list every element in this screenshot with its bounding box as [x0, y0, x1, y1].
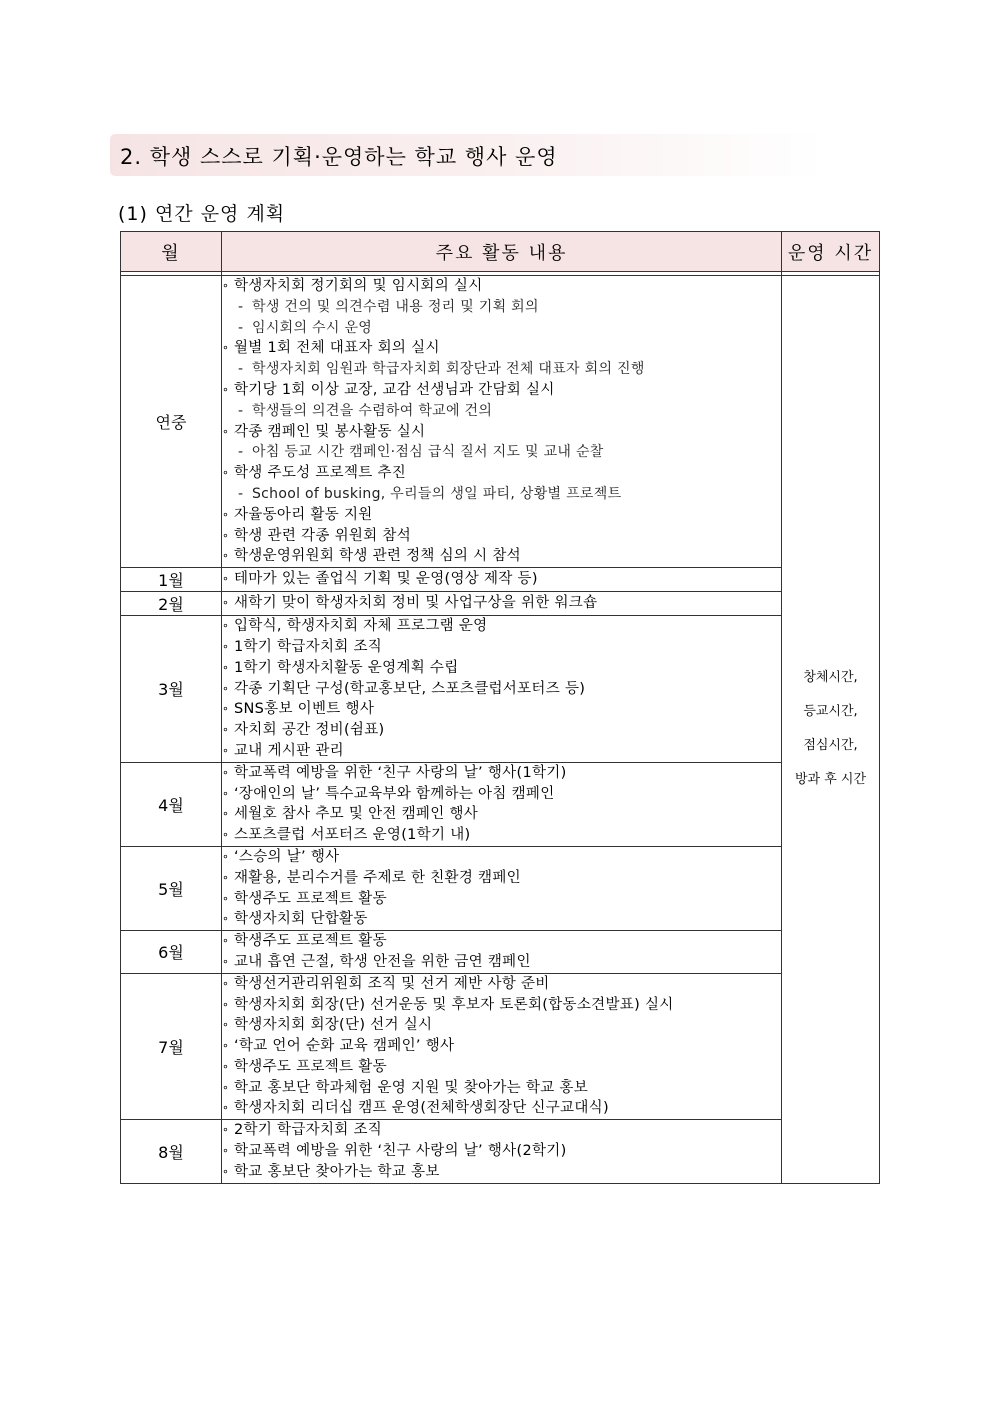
- bullet-icon: ∘: [222, 1080, 230, 1094]
- activity-text: 1학기 학급자치회 조직: [234, 638, 383, 655]
- activity-detail: [222, 401, 781, 422]
- activity-item: [222, 995, 781, 1016]
- bullet-icon: ∘: [222, 382, 230, 396]
- dash-marker: -: [238, 361, 244, 378]
- activity-text: 임시회의 수시 운영: [252, 319, 373, 336]
- activity-text: 세월호 참사 추모 및 안전 캠페인 행사: [234, 806, 479, 823]
- month-cell: 5월: [121, 846, 222, 930]
- activity-text: 재활용, 분리수거를 주제로 한 친환경 캠페인: [234, 869, 521, 886]
- activity-text: 학생 관련 각종 위원회 참석: [234, 527, 412, 544]
- month-cell: 6월: [121, 931, 222, 974]
- bullet-icon: ∘: [222, 1039, 230, 1053]
- activity-text: 학교폭력 예방을 위한 ‘친구 사랑의 날’ 행사(2학기): [234, 1143, 567, 1160]
- activity-item: [222, 784, 781, 805]
- activity-item: [222, 593, 781, 614]
- table-row: [121, 973, 880, 1120]
- activity-cell: [222, 846, 782, 930]
- bullet-icon: ∘: [222, 660, 230, 674]
- activity-text: 교내 흡연 근절, 학생 안전을 위한 금연 캠페인: [234, 953, 531, 970]
- header-month: 월: [121, 232, 222, 272]
- activity-text: 학생선거관리위원회 조직 및 선거 제반 사항 준비: [234, 975, 550, 992]
- bullet-icon: ∘: [222, 934, 230, 948]
- bullet-icon: ∘: [222, 765, 230, 779]
- activity-text: 아침 등교 시간 캠페인·점심 급식 질서 지도 및 교내 순찰: [252, 444, 604, 461]
- dash-marker: -: [238, 444, 244, 461]
- activity-text: 학생자치회 임원과 학급자치회 회장단과 전체 대표자 회의 진행: [252, 361, 645, 378]
- activity-cell: [222, 276, 782, 568]
- activity-text: 학생주도 프로젝트 활동: [234, 1058, 387, 1075]
- activity-text: 각종 캠페인 및 봉사활동 실시: [234, 423, 426, 440]
- section-heading: [110, 134, 825, 176]
- activity-item: [222, 825, 781, 846]
- bullet-icon: ∘: [222, 997, 230, 1011]
- bullet-icon: ∘: [222, 528, 230, 542]
- operating-time-text: 등교시간,: [803, 704, 858, 720]
- activity-text: SNS홍보 이벤트 행사: [234, 701, 375, 718]
- activity-item: [222, 804, 781, 825]
- activity-text: 학생자치회 리더십 캠프 운영(전체학생회장단 신구교대식): [234, 1100, 609, 1117]
- operating-time-text: 방과 후 시간: [794, 772, 867, 788]
- activity-item: [222, 1162, 781, 1183]
- activity-text: 학생주도 프로젝트 활동: [234, 890, 387, 907]
- activity-text: 학생자치회 단합활동: [234, 911, 368, 928]
- month-cell: 2월: [121, 592, 222, 616]
- activity-cell: [222, 616, 782, 763]
- activity-text: 학교폭력 예방을 위한 ‘친구 사랑의 날’ 행사(1학기): [234, 764, 567, 781]
- table-row: [121, 616, 880, 763]
- activity-text: 학교 홍보단 찾아가는 학교 홍보: [234, 1163, 440, 1180]
- bullet-icon: ∘: [222, 891, 230, 905]
- activity-item: [222, 546, 781, 567]
- activity-text: 학생자치회 회장(단) 선거운동 및 후보자 토론회(합동소견발표) 실시: [234, 996, 674, 1013]
- bullet-icon: ∘: [222, 681, 230, 695]
- activity-item: [222, 1141, 781, 1162]
- table-row: [121, 931, 880, 974]
- dash-marker: -: [238, 402, 244, 419]
- activity-item: [222, 1078, 781, 1099]
- header-time: 운영 시간: [782, 232, 880, 272]
- activity-item: [222, 909, 781, 930]
- activity-item: [222, 616, 781, 637]
- bullet-icon: ∘: [222, 507, 230, 521]
- activity-text: 학기당 1회 이상 교장, 교감 선생님과 간담회 실시: [234, 381, 555, 398]
- activity-detail: [222, 359, 781, 380]
- operating-time-text: 창체시간,: [803, 670, 858, 686]
- bullet-icon: ∘: [222, 1018, 230, 1032]
- activity-item: [222, 569, 781, 590]
- month-cell: 7월: [121, 973, 222, 1120]
- activity-cell: [222, 931, 782, 974]
- dash-marker: -: [238, 485, 244, 502]
- activity-cell: [222, 762, 782, 846]
- activity-item: [222, 505, 781, 526]
- table-row: [121, 276, 880, 568]
- bullet-icon: ∘: [222, 1101, 230, 1115]
- activity-text: 학생자치회 회장(단) 선거 실시: [234, 1017, 433, 1034]
- activity-text: 학생들의 의견을 수렴하여 학교에 건의: [252, 402, 493, 419]
- activity-cell: [222, 568, 782, 592]
- activity-text: 학생 주도성 프로젝트 추진: [234, 465, 407, 482]
- activity-text: 학생 건의 및 의견수렴 내용 정리 및 기획 회의: [252, 298, 539, 315]
- month-cell: 4월: [121, 762, 222, 846]
- bullet-icon: ∘: [222, 743, 230, 757]
- table-row: [121, 1120, 880, 1183]
- bullet-icon: ∘: [222, 1144, 230, 1158]
- bullet-icon: ∘: [222, 702, 230, 716]
- activity-text: 입학식, 학생자치회 자체 프로그램 운영: [234, 618, 488, 635]
- activity-item: [222, 276, 781, 297]
- activity-cell: [222, 973, 782, 1120]
- bullet-icon: ∘: [222, 807, 230, 821]
- bullet-icon: ∘: [222, 619, 230, 633]
- table-row: [121, 846, 880, 930]
- annual-plan-table: [120, 231, 880, 1184]
- table-header-row: [121, 232, 880, 272]
- activity-text: 교내 게시판 관리: [234, 742, 344, 759]
- activity-text: 학교 홍보단 학과체험 운영 지원 및 찾아가는 학교 홍보: [234, 1079, 589, 1096]
- bullet-icon: ∘: [222, 639, 230, 653]
- activity-text: 월별 1회 전체 대표자 회의 실시: [234, 340, 440, 357]
- activity-detail: [222, 484, 781, 505]
- bullet-icon: ∘: [222, 466, 230, 480]
- activity-item: [222, 658, 781, 679]
- activity-text: School of busking, 우리들의 생일 파티, 상황별 프로젝트: [252, 485, 622, 502]
- activity-text: 스포츠클럽 서포터즈 운영(1학기 내): [234, 827, 471, 844]
- activity-text: 1학기 학생자치활동 운영계획 수립: [234, 659, 459, 676]
- dash-marker: -: [238, 319, 244, 336]
- activity-item: [222, 1015, 781, 1036]
- activity-text: ‘스승의 날’ 행사: [234, 848, 340, 865]
- bullet-icon: ∘: [222, 954, 230, 968]
- activity-text: 각종 기획단 구성(학교홍보단, 스포츠클럽서포터즈 등): [234, 680, 586, 697]
- bullet-icon: ∘: [222, 723, 230, 737]
- activity-item: [222, 889, 781, 910]
- activity-text: 자치회 공간 정비(쉼표): [234, 722, 385, 739]
- activity-text: 2학기 학급자치회 조직: [234, 1122, 383, 1139]
- bullet-icon: ∘: [222, 976, 230, 990]
- activity-cell: [222, 592, 782, 616]
- activity-item: [222, 679, 781, 700]
- activity-item: [222, 380, 781, 401]
- month-cell: 8월: [121, 1120, 222, 1183]
- activity-cell: [222, 1120, 782, 1183]
- activity-item: [222, 463, 781, 484]
- activity-item: [222, 1098, 781, 1119]
- operating-time-cell: [782, 276, 880, 1184]
- month-cell: 연중: [121, 276, 222, 568]
- bullet-icon: ∘: [222, 1164, 230, 1178]
- activity-item: [222, 952, 781, 973]
- activity-text: ‘장애인의 날’ 특수교육부와 함께하는 아침 캠페인: [234, 785, 555, 802]
- month-cell: 1월: [121, 568, 222, 592]
- header-content: 주요 활동 내용: [222, 232, 782, 272]
- activity-item: [222, 1057, 781, 1078]
- activity-item: [222, 847, 781, 868]
- bullet-icon: ∘: [222, 828, 230, 842]
- subsection-title: (1) 연간 운영 계획: [118, 203, 286, 225]
- activity-item: [222, 741, 781, 762]
- activity-item: [222, 868, 781, 889]
- bullet-icon: ∘: [222, 596, 230, 610]
- activity-item: [222, 763, 781, 784]
- table-row: [121, 568, 880, 592]
- activity-item: [222, 637, 781, 658]
- table-row: [121, 762, 880, 846]
- activity-item: [222, 526, 781, 547]
- activity-item: [222, 699, 781, 720]
- bullet-icon: ∘: [222, 549, 230, 563]
- dash-marker: -: [238, 298, 244, 315]
- activity-item: [222, 1120, 781, 1141]
- activity-text: 학생주도 프로젝트 활동: [234, 933, 387, 950]
- bullet-icon: ∘: [222, 849, 230, 863]
- activity-detail: [222, 442, 781, 463]
- bullet-icon: ∘: [222, 870, 230, 884]
- activity-text: 새학기 맞이 학생자치회 정비 및 사업구상을 위한 워크숍: [234, 595, 598, 612]
- activity-item: [222, 1036, 781, 1057]
- activity-item: [222, 974, 781, 995]
- activity-item: [222, 422, 781, 443]
- section-title: 2. 학생 스스로 기획·운영하는 학교 행사 운영: [120, 145, 558, 169]
- activity-text: 테마가 있는 졸업식 기획 및 운영(영상 제작 등): [234, 571, 538, 588]
- activity-detail: [222, 297, 781, 318]
- activity-text: ‘학교 언어 순화 교육 캠페인’ 행사: [234, 1038, 455, 1055]
- activity-text: 학생자치회 정기회의 및 임시회의 실시: [234, 278, 483, 294]
- operating-time-text: 점심시간,: [803, 738, 858, 754]
- activity-item: [222, 338, 781, 359]
- table-row: [121, 592, 880, 616]
- bullet-icon: ∘: [222, 424, 230, 438]
- bullet-icon: ∘: [222, 786, 230, 800]
- activity-text: 학생운영위원회 학생 관련 정책 심의 시 참석: [234, 548, 521, 565]
- activity-detail: [222, 318, 781, 339]
- month-cell: 3월: [121, 616, 222, 763]
- bullet-icon: ∘: [222, 912, 230, 926]
- activity-item: [222, 720, 781, 741]
- activity-item: [222, 931, 781, 952]
- bullet-icon: ∘: [222, 1123, 230, 1137]
- bullet-icon: ∘: [222, 572, 230, 586]
- bullet-icon: ∘: [222, 341, 230, 355]
- bullet-icon: ∘: [222, 279, 230, 292]
- activity-text: 자율동아리 활동 지원: [234, 506, 373, 523]
- bullet-icon: ∘: [222, 1059, 230, 1073]
